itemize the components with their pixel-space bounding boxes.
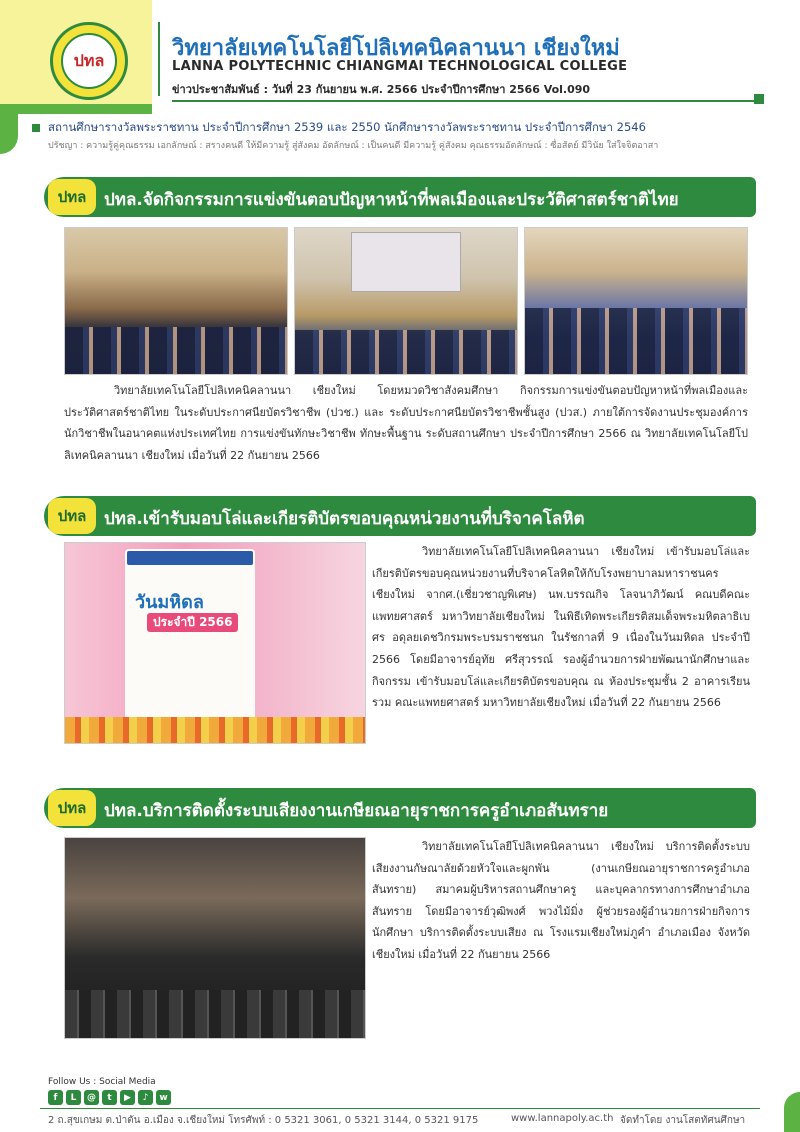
mahidol-day-poster — [125, 549, 255, 721]
bullet-square-icon — [32, 124, 40, 132]
section-1-photo-1 — [64, 227, 288, 375]
section-2-banner — [44, 496, 756, 536]
header-divider — [158, 22, 160, 96]
instagram-icon[interactable]: @ — [84, 1090, 99, 1105]
section-1-banner — [44, 177, 756, 217]
section-3-body: วิทยาลัยเทคโนโลยีโปลิเทคนิคลานนา เชียงใหม่ บริการติดตั้งระบบเสียงงานกัษณาลัยด้วยหัวใจและผูกพัน (งานเกษียณอายุราชการครูอำเภอสันทราย) สมาคมผู้บริหารสถานศึกษาครู และบุคลากรทางการศึกษาอำเภอสันทราย โดยมีอาจารย์วุฒิพงศ์ พวงไม้มิ่ง ผู้ช่วยรองผู้อำนวยการฝ่ายกิจการนักศึกษา บริการติดตั้งระบบเสียง ณ โรงแรมเชียงใหม่ภูคำ อำเภอเมือง จังหวัดเชียงใหม่ เมื่อวันที่ 22 กันยายน 2566 — [372, 840, 750, 961]
footer-address: 2 ถ.สุขเกษม ต.ป่าตัน อ.เมือง จ.เชียงใหม่ โทรศัพท์ : 0 5321 3061, 0 5321 3144, 0 5321 9175 — [48, 1115, 479, 1126]
facebook-icon[interactable]: f — [48, 1090, 63, 1105]
social-icons — [48, 1090, 171, 1105]
follow-us-label: Follow Us : Social Media — [48, 1077, 156, 1087]
poster-subtitle: ประจำปี 2566 — [147, 613, 238, 632]
college-logo-mark: ปทล — [73, 50, 105, 70]
header-green-bar — [0, 104, 152, 114]
section-1-body: วิทยาลัยเทคโนโลยีโปลิเทคนิคลานนา เชียงใหม่ โดยหมวดวิชาสังคมศึกษา กิจกรรมการแข่งขันตอบปัญหาหน้าที่พลเมืองและประวัติศาสตร์ชาติไทย ในระดับประกาศนียบัตรวิชาชีพ (ปวช.) และ ระดับประกาศนียบัตรวิชาชีพชั้นสูง (ปวส.) ภายใต้การจัดงานประชุมองค์การนักวิชาชีพในอนาคตแห่งประเทศไทย การแข่งขันทักษะวิชาชีพ ทักษะพื้นฐาน ระดับสถานศึกษา ประจำปีการศึกษา 2566 ณ วิทยาลัยเทคโนโลยีโปลิเทคนิคลานนา เชียงใหม่ เมื่อวันที่ 22 กันยายน 2566 — [64, 384, 748, 462]
section-1-title: ปทล.จัดกิจกรรมการแข่งขันตอบปัญหาหน้าที่พลเมืองและประวัติศาสตร์ชาติไทย — [104, 190, 679, 210]
college-name-english: LANNA POLYTECHNIC CHIANGMAI TECHNOLOGICAL COLLEGE — [172, 59, 628, 74]
college-name-thai: วิทยาลัยเทคโนโลยีโปลิเทคนิคลานนา เชียงใหม่ — [172, 36, 620, 61]
section-1-badge-icon: ปทล — [48, 179, 96, 215]
motto-line: ปรัชญา : ความรู้คู่คุณธรรม เอกลักษณ์ : สรางคนดี ให้มีความรู้ สู่สังคม อัตลักษณ์ : เป็นคนดี มีความรู้ คู่สังคม คุณธรรมอัตลักษณ์ : ซื่อสัตย์ มีวินัย ใส่ใจจิตอาสา — [48, 141, 659, 151]
header-rule — [172, 100, 762, 102]
section-2-photo — [64, 542, 366, 744]
section-2-title: ปทล.เข้ารับมอบโล่และเกียรติบัตรขอบคุณหน่วยงานที่บริจาคโลหิต — [104, 509, 585, 529]
newsletter-dateline: ข่าวประชาสัมพันธ์ : วันที่ 23 กันยายน พ.ศ. 2566 ประจำปีการศึกษา 2566 Vol.090 — [172, 83, 591, 96]
header-rule-end — [754, 94, 764, 104]
award-line: สถานศึกษารางวัลพระราชทาน ประจำปีการศึกษา 2539 และ 2550 นักศึกษารางวัลพระราชทาน ประจำปีการศึกษา 2546 — [48, 120, 646, 134]
section-3-banner — [44, 788, 756, 828]
footer-rule — [40, 1108, 760, 1109]
twitter-icon[interactable]: t — [102, 1090, 117, 1105]
section-2-body: วิทยาลัยเทคโนโลยีโปลิเทคนิคลานนา เชียงใหม่ เข้ารับมอบโล่และเกียรติบัตรขอบคุณหน่วยงานที่บริจาคโลหิตให้กับโรงพยาบาลมหาราชนครเชียงใหม่ จากศ.(เชี่ยวชาญพิเศษ) นพ.บรรณกิจ โลจนาภิวัฒน์ คณบดีคณะแพทยศาสตร์ มหาวิทยาลัยเชียงใหม่ ในพิธีเทิดพระเกียรติสมเด็จพระมหิตลาธิเบศร อดุลยเดชวิกรมพระบรมราชชนก ในรัชกาลที่ 9 เนื่องในวันมหิดล ประจำปี 2566 โดยมีอาจารย์อุทัย ศรีสุวรรณ์ รองผู้อำนวยการฝ่ายพัฒนานักศึกษาและกิจกรรม เข้ารับมอบโล่และเกียรติบัตรขอบคุณ ณ ห้องประชุมชั้น 2 อาคารเรียนรวม คณะแพทยศาสตร์ มหาวิทยาลัยเชียงใหม่ เมื่อวันที่ 22 กันยายน 2566 — [372, 545, 750, 710]
poster-title: วันมหิดล — [135, 592, 204, 613]
youtube-icon[interactable]: ▶ — [120, 1090, 135, 1105]
section-3-badge-icon: ปทล — [48, 790, 96, 826]
tiktok-icon[interactable]: ♪ — [138, 1090, 153, 1105]
college-logo — [50, 22, 128, 100]
footer-website-link[interactable]: www.lannapoly.ac.th — [511, 1113, 614, 1124]
section-1-photo-3 — [524, 227, 748, 375]
header-corner-accent — [0, 114, 18, 154]
website-icon[interactable]: w — [156, 1090, 171, 1105]
line-icon[interactable]: L — [66, 1090, 81, 1105]
section-2-badge-icon: ปทล — [48, 498, 96, 534]
footer-producer: จัดทำโดย งานโสตทัศนศึกษา — [620, 1115, 746, 1126]
section-1-photo-2 — [294, 227, 518, 375]
section-3-photo — [64, 837, 366, 1039]
section-3-title: ปทล.บริการติดตั้งระบบเสียงงานเกษียณอายุราชการครูอำเภอสันทราย — [104, 801, 609, 821]
footer-corner-accent — [784, 1092, 800, 1132]
